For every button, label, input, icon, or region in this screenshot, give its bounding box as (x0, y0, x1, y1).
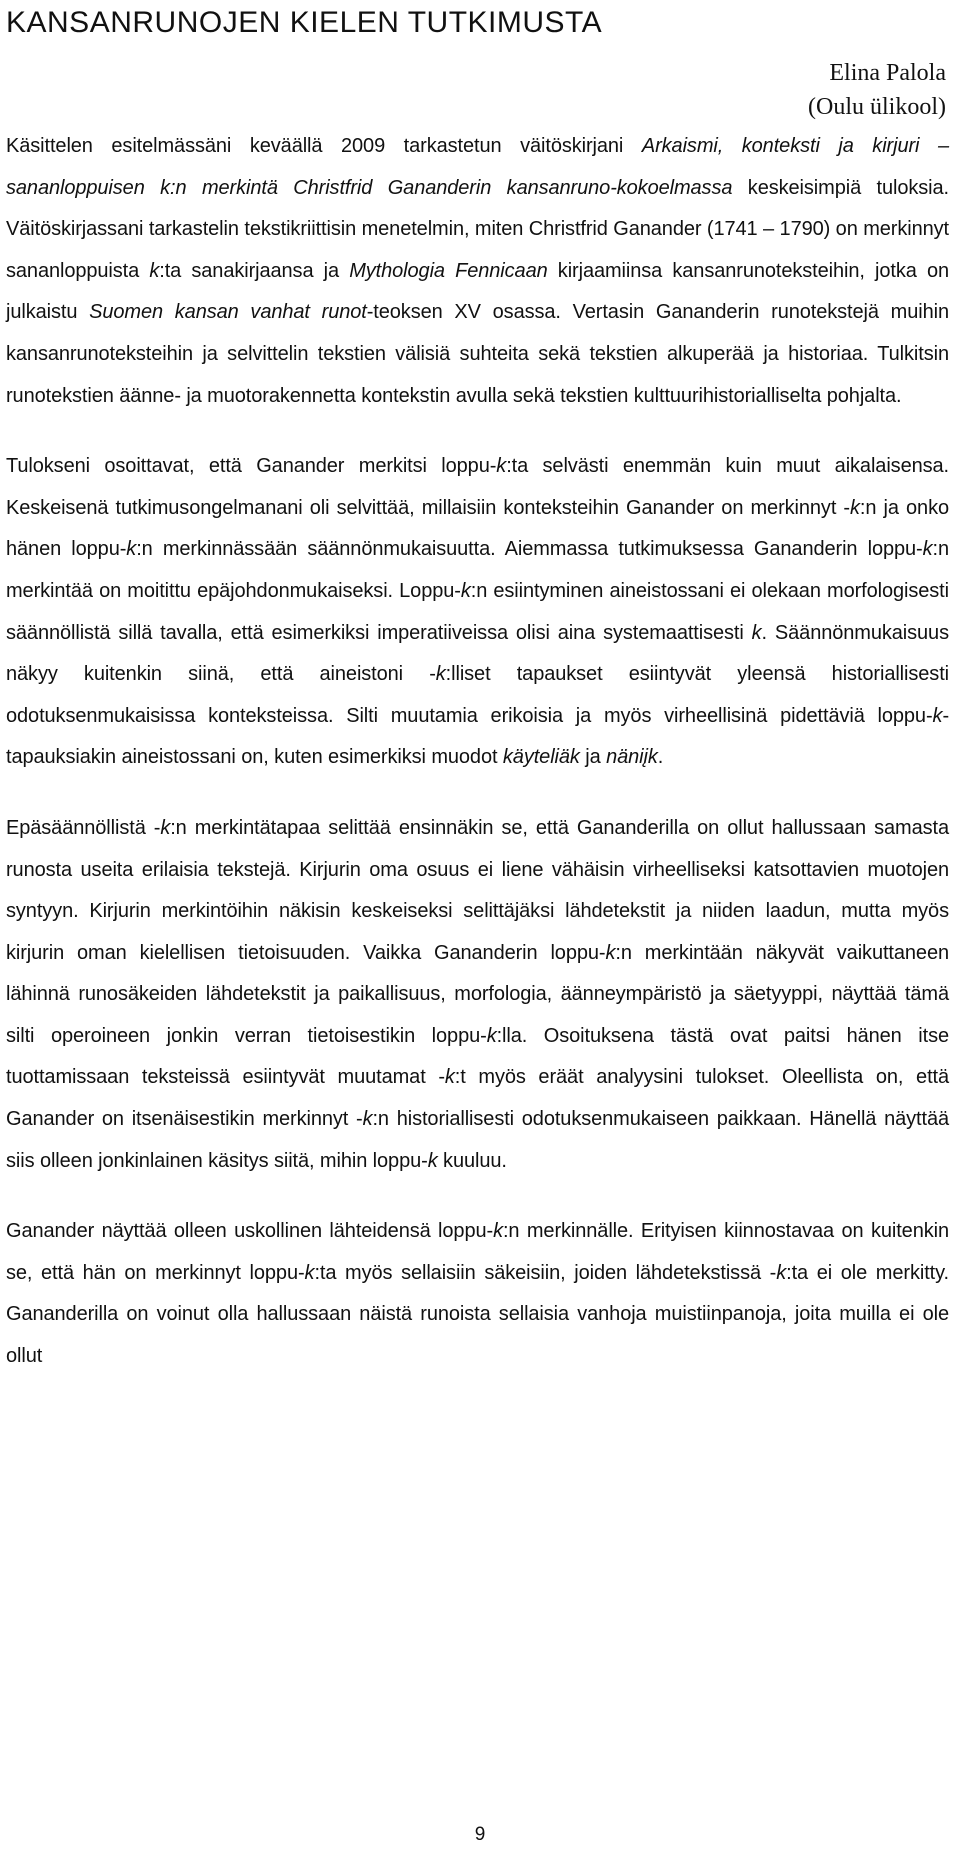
italic-run: k (605, 941, 616, 964)
italic-run: k (922, 538, 933, 561)
paragraph-1 (6, 126, 949, 417)
text-run: :ta selvästi enemmän kuin muut aikalaisensa. Keskeisenä tutkimusongelmanani oli selvittää, millaisiin konteksteihin Ganander on merkinnyt - (6, 455, 949, 519)
text-run: -teoksen XV osassa. Vertasin Gananderin runotekstejä muihin kansanrunoteksteihin ja selvittelin tekstien välisiä suhteita sekä tekstien alkuperää ja historiaa. Tulkitsin runotekstien äänne- ja muotorakennetta kontekstin avulla sekä tekstien kulttuurihistorialliselta pohjalta. (6, 301, 949, 407)
italic-run: k (362, 1108, 373, 1131)
paragraph-2 (6, 446, 949, 779)
italic-run: k (496, 455, 507, 478)
text-run: kuuluu. (437, 1149, 507, 1172)
paragraph-4 (6, 1211, 949, 1377)
text-run: :n esiintyminen aineistossani ei olekaan morfologisesti säännöllistä sillä tavalla, että esimerkiksi imperatiiveissa olisi aina systemaattisesti (6, 579, 949, 644)
text-run: Epäsäännöllistä - (6, 816, 161, 839)
page-number: 9 (474, 1824, 486, 1845)
italic-run: k (149, 259, 160, 282)
italic-run: k (427, 1149, 438, 1172)
text-run: :n merkintää on moitittu epäjohdonmukaiseksi. Loppu- (6, 538, 949, 602)
body-text (6, 126, 949, 1407)
italic-run: näniįk (606, 746, 658, 769)
text-run: :n merkintään näkyvät vaikuttaneen lähinnä runosäkeiden lähdetekstit ja paikallisuus, morfologia, äänneympäristö ja säetyyppi, näyttää tämä silti operoineen jonkin verran tietoisestikin loppu- (6, 941, 950, 1047)
text-run: :n merkinnälle. Erityisen kiinnostavaa on kuitenkin se, että hän on merkinnyt loppu- (6, 1220, 949, 1284)
italic-run: Arkaismi, konteksti ja kirjuri – sananloppuisen k:n merkintä Christfrid Gananderin kansanruno-kokoelmassa (6, 135, 949, 199)
text-run: :n ja onko hänen loppu- (6, 496, 949, 561)
paragraph-3 (6, 808, 949, 1182)
italic-run: k (776, 1261, 787, 1284)
text-run: :ta myös sellaisiin säkeisiin, joiden lähdetekstissä - (314, 1261, 777, 1284)
italic-run: k (932, 704, 943, 727)
text-run: ja (579, 746, 607, 769)
italic-run: käyteliäk (502, 746, 580, 769)
text-run: :t myös eräät analyysini tulokset. Oleellista on, että Ganander on itsenäisestikin merkinnyt - (6, 1066, 950, 1131)
text-run: :lliset tapaukset esiintyvät yleensä historiallisesti odotuksenmukaisissa konteksteissa. Silti muutamia erikoisia ja myös virheellisinä pidettäviä loppu- (6, 663, 949, 727)
text-run: Tulokseni osoittavat, että Ganander merkitsi loppu- (6, 455, 497, 478)
text-run: :n merkinnässään säännönmukaisuutta. Aiemmassa tutkimuksessa Gananderin loppu- (136, 538, 923, 561)
italic-run: k (493, 1220, 503, 1243)
document-title: KANSANRUNOJEN KIELEN TUTKIMUSTA (6, 6, 603, 39)
author-affiliation: (Oulu ülikool) (808, 94, 946, 120)
text-run: . Säännönmukaisuus näkyy kuitenkin siinä, että aineistoni - (6, 621, 949, 686)
text-run: . (657, 746, 664, 769)
italic-run: k (304, 1261, 315, 1284)
italic-run: k (849, 496, 860, 519)
text-run: kirjaamiinsa kansanrunoteksteihin, jotka on julkaistu (6, 259, 950, 324)
text-run: -tapauksiakin aineistossani on, kuten esimerkiksi muodot (6, 704, 949, 769)
author-block (808, 56, 946, 124)
text-run: :lla. Osoituksena tästä ovat paitsi hänen itse tuottamissaan teksteissä esiintyvät muutamat - (6, 1024, 949, 1089)
italic-run: Mythologia Fennicaan (349, 259, 548, 282)
italic-run: Suomen kansan vanhat runot (89, 301, 367, 324)
text-run: Käsittelen esitelmässäni keväällä 2009 tarkastetun väitöskirjani (6, 135, 642, 157)
text-run: :ta sanakirjaansa ja (159, 259, 350, 282)
italic-run: k (486, 1024, 497, 1047)
italic-run: k (751, 621, 762, 644)
text-run: keskeisimpiä tuloksia. Väitöskirjassani tarkastelin tekstikriittisin menetelmin, miten Christfrid Ganander (1741 – 1790) on merkinnyt sananloppuista (6, 176, 949, 282)
italic-run: k (160, 816, 171, 839)
author-name: Elina Palola (829, 60, 946, 86)
text-run: :ta ei ole merkitty. Gananderilla on voinut olla hallussaan näistä runoista sellaisia vanhoja muistiinpanoja, joita muilla ei ole ollut (6, 1261, 949, 1368)
italic-run: k (460, 579, 471, 602)
text-run: Ganander näyttää olleen uskollinen lähteidensä loppu- (6, 1220, 494, 1243)
text-run: :n historiallisesti odotuksenmukaiseen paikkaan. Hänellä näyttää siis olleen jonkinlainen käsitys siitä, mihin loppu- (6, 1108, 949, 1172)
text-run: :n merkintätapaa selittää ensinnäkin se, että Gananderilla on ollut hallussaan samasta runosta useita erilaisia tekstejä. Kirjurin oma osuus ei liene vähäisin virheelliseksi katsottavien muotojen syntyyn. Kirjurin merkintöihin näkisin keskeiseksi selittäjäksi lähdetekstit ja niiden laadun, mutta myös kirjurin oman kielellisen tietoisuuden. Vaikka Gananderin loppu- (6, 816, 949, 964)
italic-run: k (435, 663, 446, 686)
italic-run: k (444, 1066, 455, 1089)
italic-run: k (126, 538, 137, 561)
